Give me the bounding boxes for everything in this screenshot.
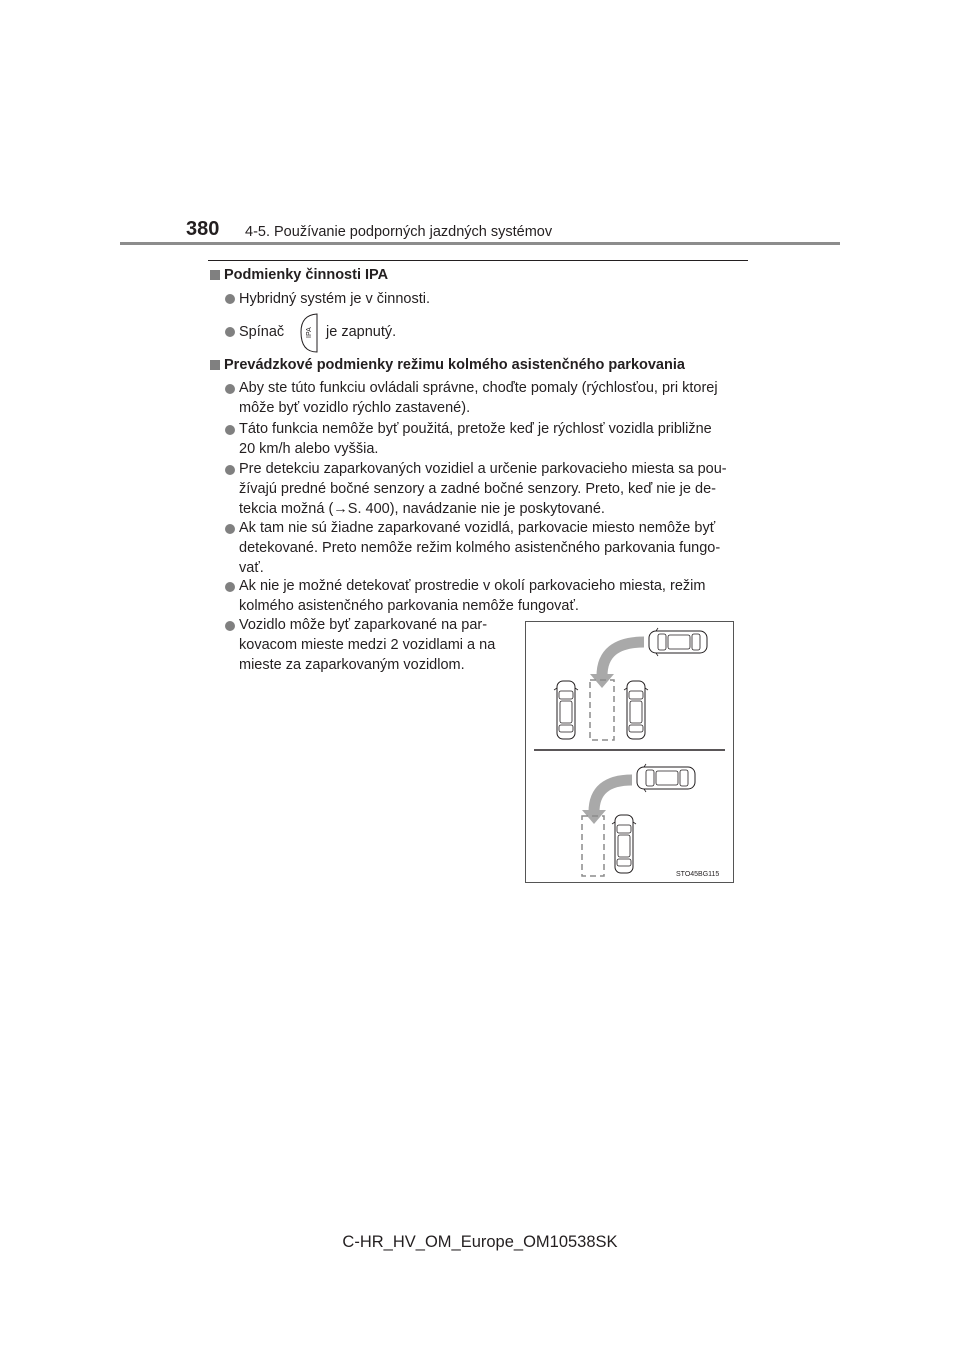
bullet-text: Táto funkcia nemôže byť použitá, pretože keď je rýchlosť vozidla približne 20 km/h alebo vyššia. <box>239 421 712 457</box>
bullet-icon <box>225 294 235 304</box>
arrow-icon <box>594 780 632 812</box>
section-heading-ipa-conditions: Podmienky činnosti IPA <box>224 267 389 283</box>
bullet-icon <box>225 384 235 394</box>
bullet-text: Spínač <box>239 324 285 340</box>
section-marker-icon <box>210 360 220 370</box>
bullet-text: Vozidlo môže byť zaparkované na par- kovacom mieste medzi 2 vozidlami a na mieste za zaparkovaným vozidlom. <box>239 617 496 673</box>
document-code: C-HR_HV_OM_Europe_OM10538SK <box>342 1233 618 1251</box>
parked-car <box>624 681 648 739</box>
parked-car <box>612 815 636 873</box>
bullet-text: Hybridný systém je v činnosti. <box>239 291 430 307</box>
parked-car <box>554 681 578 739</box>
moving-car <box>637 764 695 792</box>
moving-car <box>649 628 707 656</box>
bullet-text: Ak tam nie sú žiadne zaparkované vozidlá, parkovacie miesto nemôže byť detekované. Preto nemôže režim kolmého asistenčného parkovania fungo- vať. <box>239 520 721 576</box>
svg-text:IPA: IPA <box>306 327 313 338</box>
page-number: 380 <box>186 218 220 240</box>
bullet-text: Aby ste túto funkciu ovládali správne, choďte pomaly (rýchlosťou, pri ktorej môže byť vozidlo rýchlo zastavené). <box>239 380 718 416</box>
parking-space <box>590 680 614 740</box>
bullet-icon <box>225 465 235 475</box>
bullet-text: Pre detekciu zaparkovaných vozidiel a určenie parkovacieho miesta sa pou- žívajú predné bočné senzory a zadné bočné senzory. Preto, keď nie je de- tekcia možná (→S. 400), navádzanie nie je poskytované. <box>239 461 727 517</box>
bullet-text: je zapnutý. <box>326 324 397 340</box>
parking-space <box>582 816 604 876</box>
bullet-icon <box>225 621 235 631</box>
header-divider <box>120 242 840 245</box>
figure-code: STO45BG115 <box>676 871 720 878</box>
bullet-icon <box>225 524 235 534</box>
chapter-title: 4-5. Používanie podporných jazdných systémov <box>245 224 553 240</box>
section-divider <box>208 260 748 261</box>
perpendicular-parking-illustration <box>525 621 734 883</box>
ipa-switch-icon <box>297 312 321 354</box>
bullet-icon <box>225 327 235 337</box>
bullet-icon <box>225 425 235 435</box>
bullet-text: Ak nie je možné detekovať prostredie v okolí parkovacieho miesta, režim kolmého asistenčného parkovania nemôže fungovať. <box>239 578 706 614</box>
section-marker-icon <box>210 270 220 280</box>
bullet-icon <box>225 582 235 592</box>
section-heading-operating-conditions: Prevádzkové podmienky režimu kolmého asistenčného parkovania <box>224 357 685 373</box>
arrow-icon <box>602 642 644 676</box>
